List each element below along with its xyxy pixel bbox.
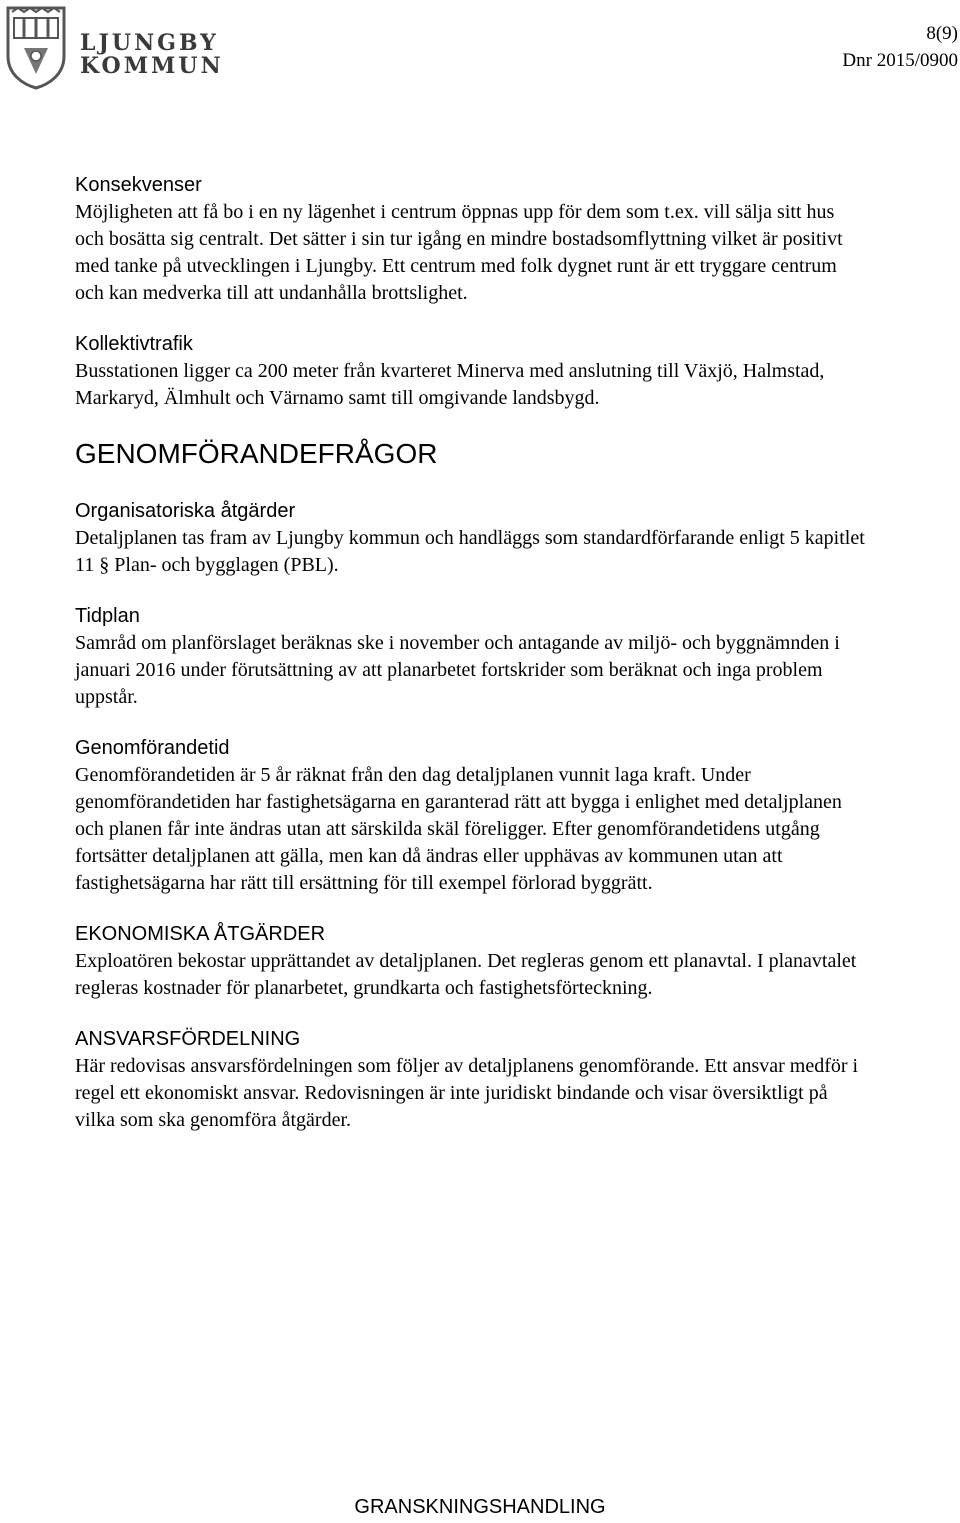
text-ansvarsfordelning: Här redovisas ansvarsfördelningen som följer av detaljplanens genomförande. Ett ansvar medför i regel ett ekonomiskt ansvar. Redovisningen är inte juridiskt bindande och visar översiktligt på vilka som ska genomföra åtgärder. bbox=[75, 1055, 859, 1131]
heading-kollektivtrafik: Kollektivtrafik bbox=[75, 333, 193, 355]
heading-genomforandefragor: GENOMFÖRANDEFRÅGOR bbox=[75, 438, 438, 469]
heading-tidplan: Tidplan bbox=[75, 605, 140, 627]
heading-konsekvenser: Konsekvenser bbox=[75, 174, 202, 196]
logo-line-1: LJUNGBY bbox=[80, 30, 219, 56]
text-ekonomiska: Exploatören bekostar upprättandet av detaljplanen. Det regleras genom ett planavtal. I planavtalet regleras kostnader för planarbetet, grundkarta och fastighetsförteckning. bbox=[75, 950, 857, 999]
text-tidplan: Samråd om planförslaget beräknas ske i november och antagande av miljö- och byggnämnden i januari 2016 under förutsättning av att planarbetet fortskrider som beräknat och inga problem uppstår. bbox=[75, 632, 840, 708]
text-kollektivtrafik: Busstationen ligger ca 200 meter från kvarteret Minerva med anslutning till Växjö, Halmstad, Markaryd, Älmhult och Värnamo samt till omgivande landsbygd. bbox=[75, 360, 825, 409]
text-genomforandetid: Genomförandetiden är 5 år räknat från den dag detaljplanen vunnit laga kraft. Under genomförandetiden har fastighetsägarna en garanterad rätt att bygga i enlighet med detaljplanen och planen får inte ändras utan att särskilda skäl föreligger. Efter genomförandetidens utgång fortsätter detaljplanen att gälla, men kan då ändras eller upphävas av kommunen utan att fastighetsägarna har rätt till ersättning för till exempel förlorad byggrätt. bbox=[75, 764, 842, 894]
text-konsekvenser: Möjligheten att få bo i en ny lägenhet i centrum öppnas upp för dem som t.ex. vill sälja sitt hus och bosätta sig centralt. Det sätter i sin tur igång en mindre bostadsomflyttning vilket är positivt med tanke på utvecklingen i Ljungby. Ett centrum med folk dygnet runt är ett tryggare centrum och kan medverka till att undanhålla brottslighet. bbox=[75, 201, 843, 304]
heading-ansvarsfordelning: ANSVARSFÖRDELNING bbox=[75, 1028, 301, 1050]
footer-status: GRANSKNINGSHANDLING bbox=[354, 1496, 606, 1518]
page-info bbox=[842, 20, 958, 74]
document-number: Dnr 2015/0900 bbox=[842, 50, 958, 71]
heading-ekonomiska: EKONOMISKA ÅTGÄRDER bbox=[75, 923, 326, 945]
text-organisatoriska: Detaljplanen tas fram av Ljungby kommun och handläggs som standardförfarande enligt 5 kapitlet 11 § Plan- och bygglagen (PBL). bbox=[75, 527, 865, 576]
heading-genomforandetid: Genomförandetid bbox=[75, 737, 230, 759]
document-body bbox=[75, 172, 865, 1158]
logo-line-2: KOMMUN bbox=[80, 53, 224, 79]
page-number: 8(9) bbox=[926, 23, 958, 44]
municipality-logo bbox=[4, 4, 224, 94]
coat-of-arms-icon bbox=[4, 4, 68, 90]
heading-organisatoriska: Organisatoriska åtgärder bbox=[75, 500, 296, 522]
